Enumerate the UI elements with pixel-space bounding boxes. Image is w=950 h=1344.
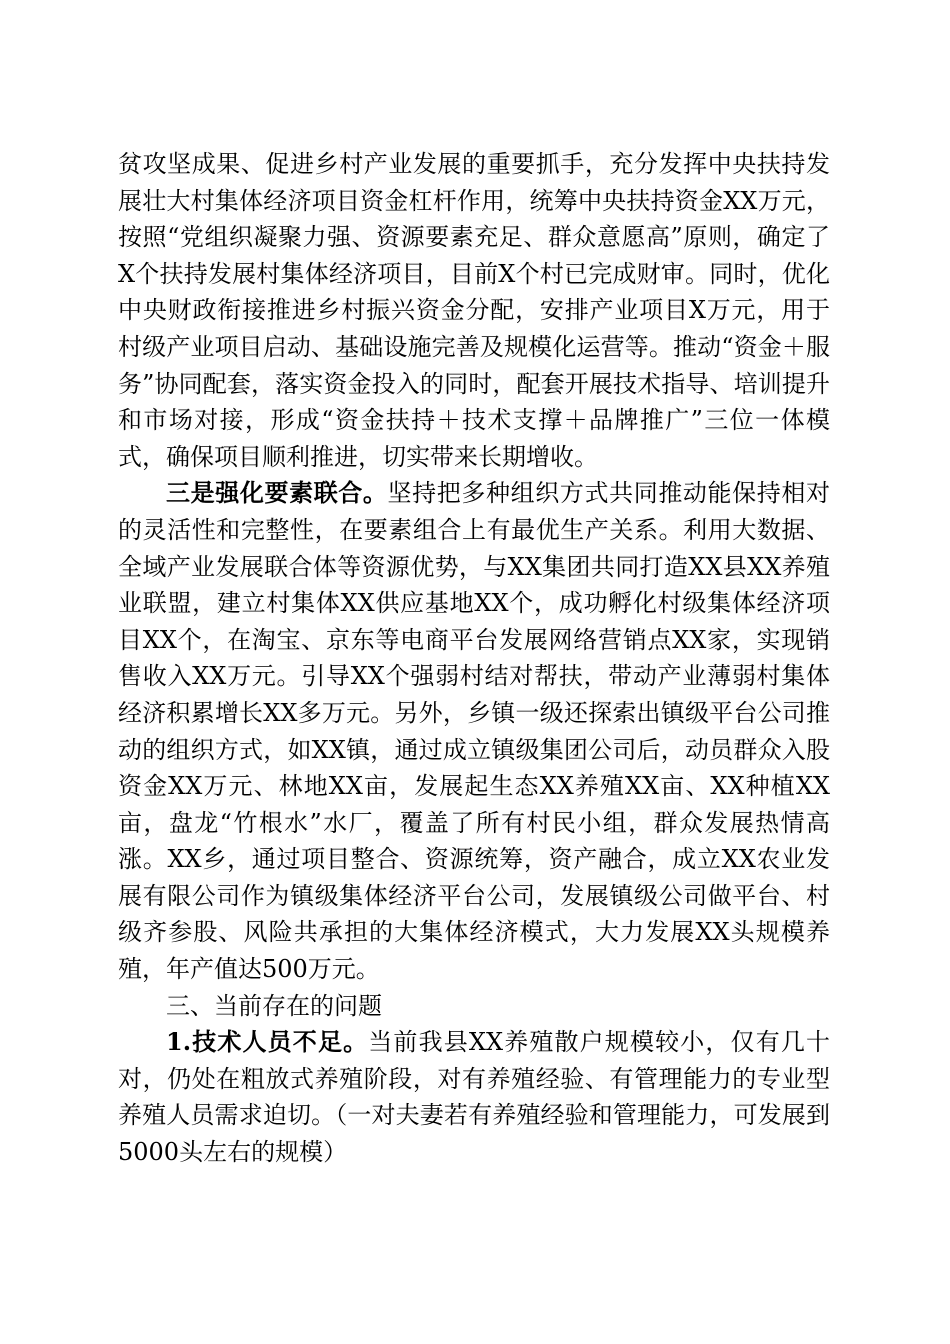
paragraph-continuation-text: 贫攻坚成果、促进乡村产业发展的重要抓手，充分发挥中央扶持发展壮大村集体经济项目资金杠杆作用，统筹中央扶持资金XX万元，按照“党组织凝聚力强、资源要素充足、群众意愿高”原则，确定了X个扶持发展村集体经济项目，目前X个村已完成财审。同时，优化中央财政衔接推进乡村振兴资金分配，安排产业项目X万元，用于村级产业项目启动、基础设施完善及规模化运营等。推动“资金＋服务”协同配套，落实资金投入的同时，配套开展技术指导、培训提升和市场对接，形成“资金扶持＋技术支撑＋品牌推广”三位一体模式，确保项目顺利推进，切实带来长期增收。 <box>118 150 830 471</box>
problem-1-body: 当前我县XX养殖散户规模较小，仅有几十对，仍处在粗放式养殖阶段，对有养殖经验、有管理能力的专业型养殖人员需求迫切。（一对夫妻若有养殖经验和管理能力，可发展到5000头左右的规模） <box>118 1028 830 1167</box>
document-body <box>118 146 830 1171</box>
section-3-lead: 三是强化要素联合。 <box>166 478 388 508</box>
heading-current-problems-text: 三、当前存在的问题 <box>166 991 382 1020</box>
paragraph-section-3 <box>118 475 830 987</box>
problem-1-lead: 1.技术人员不足。 <box>166 1027 369 1057</box>
paragraph-continuation <box>118 146 830 475</box>
heading-current-problems <box>118 988 830 1025</box>
section-3-body: 坚持把多种组织方式共同推动能保持相对的灵活性和完整性，在要素组合上有最优生产关系。利用大数据、全域产业发展联合体等资源优势，与XX集团共同打造XX县XX养殖业联盟，建立村集体XX供应基地XX个，成功孵化村级集体经济项目XX个，在淘宝、京东等电商平台发展网络营销点XX家，实现销售收入XX万元。引导XX个强弱村结对帮扶，带动产业薄弱村集体经济积累增长XX多万元。另外，乡镇一级还探索出镇级平台公司推动的组织方式，如XX镇，通过成立镇级集团公司后，动员群众入股资金XX万元、林地XX亩，发展起生态XX养殖XX亩、XX种植XX亩，盘龙“竹根水”水厂，覆盖了所有村民小组，群众发展热情高涨。XX乡，通过项目整合、资源统筹，资产融合，成立XX农业发展有限公司作为镇级集体经济平台公司，发展镇级公司做平台、村级齐参股、风险共承担的大集体经济模式，大力发展XX头规模养殖，年产值达500万元。 <box>118 479 831 984</box>
paragraph-problem-1 <box>118 1024 830 1170</box>
